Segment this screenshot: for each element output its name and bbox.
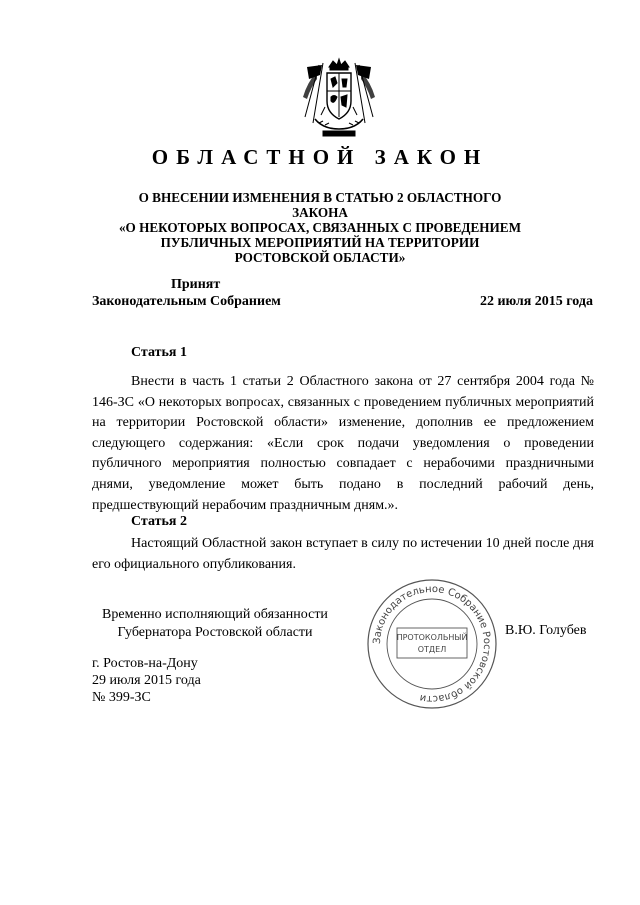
coat-of-arms-icon	[299, 57, 379, 139]
law-title: ОБЛАСТНОЙ ЗАКОН	[151, 145, 489, 169]
stamp-center-line-2: ОТДЕЛ	[417, 645, 447, 654]
footer-date: 29 июля 2015 года	[92, 673, 201, 688]
footer-city: г. Ростов-на-Дону	[92, 656, 198, 671]
signer-name: В.Ю. Голубев	[505, 623, 587, 638]
signer-position-line: Временно исполняющий обязанности	[102, 607, 328, 622]
subtitle-line: О ВНЕСЕНИИ ИЗМЕНЕНИЯ В СТАТЬЮ 2 ОБЛАСТНОГО ЗАКОНА	[138, 190, 502, 220]
subtitle-line: «О НЕКОТОРЫХ ВОПРОСАХ, СВЯЗАННЫХ С ПРОВЕДЕНИЕМ	[118, 220, 522, 235]
article-1-heading: Статья 1	[131, 345, 187, 360]
article-2-text: Настоящий Областной закон вступает в силу по истечении 10 дней после дня его официального опубликования.	[92, 536, 594, 572]
stamp-ring-text: Законодательное Собрание Ростовской области	[371, 583, 493, 705]
law-subtitle	[110, 190, 530, 265]
signer-position	[80, 606, 350, 642]
document-footer	[92, 655, 201, 706]
article-1-text: Внести в часть 1 статьи 2 Областного закона от 27 сентября 2004 года № 146-ЗС «О некоторых вопросах, связанных с проведением публичных мероприятий на территории Ростовской области» изменение, дополнив ее предложением следующего содержания: «Если срок подачи уведомления о проведении публичного мероприятия полностью совпадает с нерабочими праздничными днями, уведомление может быть подано в последний рабочий день, предшествующий нерабочим праздничным дням.».	[92, 374, 594, 513]
adopted-label: Принят	[171, 277, 221, 292]
article-2-heading: Статья 2	[131, 514, 187, 529]
stamp-center-line-1: ПРОТОКОЛЬНЫЙ	[396, 633, 468, 642]
official-stamp	[364, 576, 500, 712]
footer-number: № 399-ЗС	[92, 690, 151, 705]
svg-text:Законодательное Собрание Росто	[372, 584, 492, 704]
adopted-date: 22 июля 2015 года	[479, 294, 593, 309]
subtitle-line: ПУБЛИЧНЫХ МЕРОПРИЯТИЙ НА ТЕРРИТОРИИ	[160, 235, 480, 250]
signer-position-line: Губернатора Ростовской области	[117, 625, 313, 640]
subtitle-line: РОСТОВСКОЙ ОБЛАСТИ»	[234, 250, 406, 265]
adopted-by: Законодательным Собранием	[92, 294, 281, 309]
